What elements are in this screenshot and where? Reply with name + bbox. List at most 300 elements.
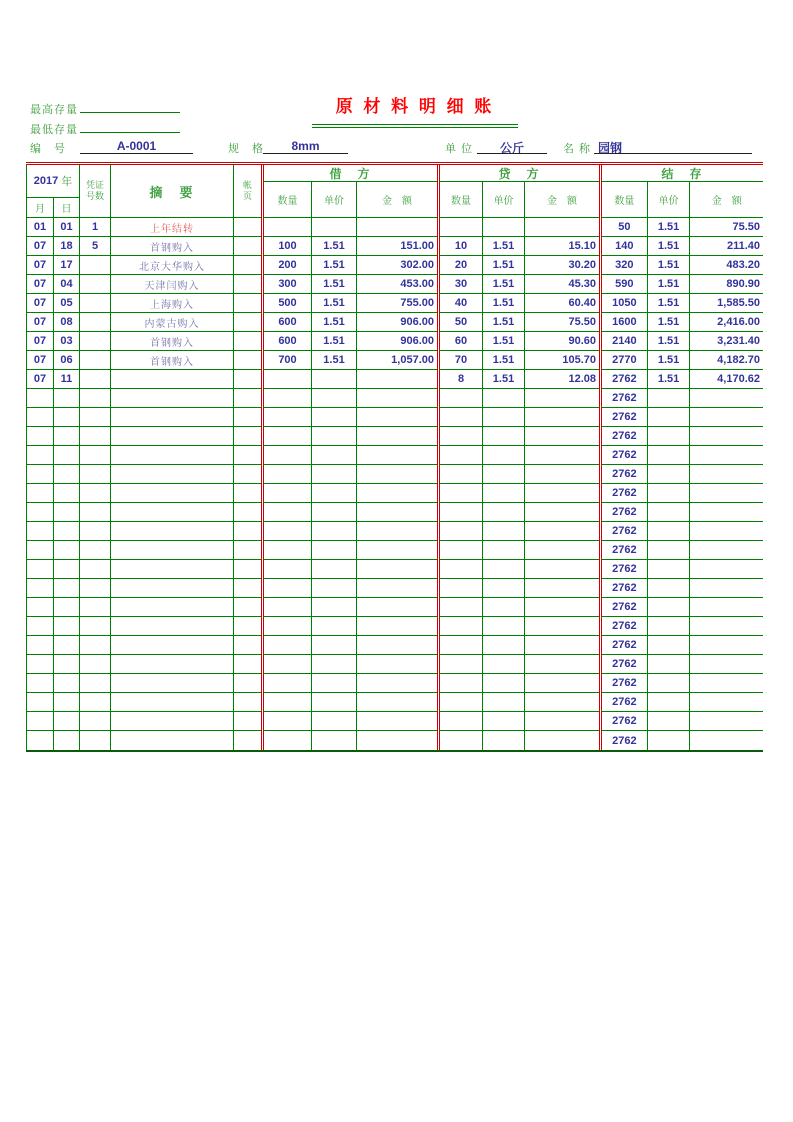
cell-day[interactable] — [54, 693, 80, 711]
credit-qty-cell[interactable] — [440, 712, 483, 730]
cell-page[interactable] — [234, 598, 261, 616]
debit-amount-cell[interactable] — [357, 617, 437, 635]
debit-price-cell[interactable]: 1.51 — [312, 351, 357, 369]
cell-month[interactable] — [27, 503, 54, 521]
balance-price-cell[interactable]: 1.51 — [648, 351, 691, 369]
cell-summary[interactable] — [111, 731, 234, 750]
balance-amount-cell[interactable]: 1,585.50 — [717, 297, 760, 309]
cell-day[interactable] — [54, 731, 80, 750]
debit-amount-cell[interactable] — [357, 218, 437, 236]
balance-amount-cell[interactable] — [690, 693, 763, 711]
credit-price-cell[interactable] — [483, 731, 525, 750]
debit-amount-cell[interactable] — [357, 465, 437, 483]
debit-amount-cell[interactable]: 151.00 — [400, 240, 434, 252]
credit-price-cell[interactable]: 1.51 — [483, 256, 525, 274]
balance-qty-cell[interactable]: 2762 — [602, 503, 648, 521]
cell-month[interactable]: 07 — [27, 275, 54, 293]
credit-qty-cell[interactable] — [440, 484, 483, 502]
credit-price-cell[interactable] — [483, 522, 525, 540]
cell-page[interactable] — [234, 522, 261, 540]
credit-amount-cell[interactable]: 60.40 — [568, 297, 596, 309]
credit-qty-cell[interactable] — [440, 693, 483, 711]
credit-amount-cell[interactable] — [525, 541, 599, 559]
debit-qty-cell[interactable] — [264, 389, 312, 407]
debit-qty-cell[interactable] — [264, 579, 312, 597]
cell-summary[interactable] — [111, 674, 234, 692]
cell-month[interactable]: 01 — [27, 218, 54, 236]
cell-page[interactable] — [234, 237, 261, 255]
cell-summary[interactable]: 天津闫购入 — [111, 275, 234, 293]
credit-qty-cell[interactable] — [440, 541, 483, 559]
balance-qty-cell[interactable]: 2762 — [602, 427, 648, 445]
balance-price-cell[interactable] — [648, 541, 691, 559]
cell-summary[interactable] — [111, 579, 234, 597]
balance-price-cell[interactable] — [648, 389, 691, 407]
cell-page[interactable] — [234, 484, 261, 502]
credit-amount-cell[interactable]: 105.70 — [562, 354, 596, 366]
debit-price-cell[interactable] — [312, 598, 357, 616]
cell-page[interactable] — [234, 332, 261, 350]
cell-summary[interactable] — [111, 693, 234, 711]
debit-price-cell[interactable] — [312, 503, 357, 521]
debit-qty-cell[interactable] — [264, 731, 312, 750]
debit-qty-cell[interactable] — [264, 712, 312, 730]
balance-price-cell[interactable] — [648, 636, 691, 654]
credit-qty-cell[interactable]: 60 — [440, 332, 483, 350]
debit-price-cell[interactable]: 1.51 — [312, 332, 357, 350]
balance-amount-cell[interactable] — [690, 731, 763, 750]
credit-price-cell[interactable] — [483, 446, 525, 464]
credit-amount-cell[interactable] — [525, 522, 599, 540]
credit-amount-cell[interactable] — [525, 218, 599, 236]
debit-price-cell[interactable] — [312, 484, 357, 502]
balance-qty-cell[interactable]: 2140 — [602, 332, 648, 350]
credit-amount-cell[interactable] — [525, 655, 599, 673]
balance-qty-cell[interactable]: 590 — [602, 275, 648, 293]
debit-price-cell[interactable] — [312, 408, 357, 426]
cell-day[interactable]: 08 — [54, 313, 80, 331]
balance-amount-cell[interactable] — [690, 503, 763, 521]
debit-amount-cell[interactable]: 755.00 — [400, 297, 434, 309]
cell-month[interactable] — [27, 636, 54, 654]
balance-qty-cell[interactable]: 50 — [602, 218, 648, 236]
credit-price-cell[interactable]: 1.51 — [483, 370, 525, 388]
cell-summary[interactable]: 上年结转 — [111, 218, 234, 236]
debit-price-cell[interactable]: 1.51 — [312, 256, 357, 274]
cell-voucher[interactable] — [80, 408, 111, 426]
cell-voucher[interactable] — [80, 655, 111, 673]
credit-amount-cell[interactable] — [525, 712, 599, 730]
cell-summary[interactable] — [111, 503, 234, 521]
balance-qty-cell[interactable]: 2762 — [602, 541, 648, 559]
balance-amount-cell[interactable]: 2,416.00 — [717, 316, 760, 328]
debit-qty-cell[interactable] — [264, 446, 312, 464]
cell-day[interactable]: 18 — [54, 237, 80, 255]
cell-summary[interactable] — [111, 522, 234, 540]
credit-price-cell[interactable] — [483, 636, 525, 654]
balance-amount-cell[interactable]: 3,231.40 — [717, 335, 760, 347]
balance-price-cell[interactable] — [648, 655, 691, 673]
debit-amount-cell[interactable] — [357, 636, 437, 654]
cell-month[interactable]: 07 — [27, 237, 54, 255]
cell-day[interactable] — [54, 408, 80, 426]
cell-month[interactable] — [27, 579, 54, 597]
cell-voucher[interactable] — [80, 332, 111, 350]
balance-price-cell[interactable]: 1.51 — [648, 332, 691, 350]
debit-qty-cell[interactable] — [264, 598, 312, 616]
cell-page[interactable] — [234, 218, 261, 236]
balance-price-cell[interactable] — [648, 484, 691, 502]
credit-price-cell[interactable] — [483, 655, 525, 673]
cell-month[interactable] — [27, 427, 54, 445]
debit-price-cell[interactable]: 1.51 — [312, 237, 357, 255]
cell-day[interactable] — [54, 712, 80, 730]
balance-amount-cell[interactable] — [690, 408, 763, 426]
cell-day[interactable]: 04 — [54, 275, 80, 293]
cell-voucher[interactable] — [80, 731, 111, 750]
cell-page[interactable] — [234, 427, 261, 445]
debit-amount-cell[interactable] — [357, 655, 437, 673]
credit-amount-cell[interactable] — [525, 446, 599, 464]
balance-qty-cell[interactable]: 1600 — [602, 313, 648, 331]
credit-amount-cell[interactable] — [525, 636, 599, 654]
cell-month[interactable] — [27, 674, 54, 692]
cell-voucher[interactable] — [80, 503, 111, 521]
debit-price-cell[interactable] — [312, 731, 357, 750]
balance-qty-cell[interactable]: 2762 — [602, 636, 648, 654]
debit-qty-cell[interactable] — [264, 427, 312, 445]
debit-price-cell[interactable]: 1.51 — [312, 294, 357, 312]
cell-page[interactable] — [234, 636, 261, 654]
cell-day[interactable] — [54, 598, 80, 616]
debit-amount-cell[interactable] — [357, 370, 437, 388]
credit-qty-cell[interactable] — [440, 617, 483, 635]
credit-amount-cell[interactable] — [525, 389, 599, 407]
cell-page[interactable] — [234, 560, 261, 578]
cell-day[interactable] — [54, 655, 80, 673]
debit-amount-cell[interactable] — [357, 503, 437, 521]
balance-amount-cell[interactable]: 890.90 — [726, 278, 760, 290]
cell-day[interactable] — [54, 503, 80, 521]
credit-qty-cell[interactable] — [440, 503, 483, 521]
debit-price-cell[interactable] — [312, 617, 357, 635]
debit-amount-cell[interactable] — [357, 712, 437, 730]
credit-amount-cell[interactable] — [525, 617, 599, 635]
cell-month[interactable] — [27, 731, 54, 750]
cell-month[interactable] — [27, 522, 54, 540]
balance-amount-cell[interactable] — [690, 636, 763, 654]
balance-amount-cell[interactable] — [690, 389, 763, 407]
balance-price-cell[interactable] — [648, 712, 691, 730]
credit-price-cell[interactable] — [483, 674, 525, 692]
cell-day[interactable] — [54, 636, 80, 654]
balance-qty-cell[interactable]: 320 — [602, 256, 648, 274]
cell-voucher[interactable] — [80, 484, 111, 502]
credit-qty-cell[interactable] — [440, 389, 483, 407]
balance-amount-cell[interactable] — [690, 617, 763, 635]
credit-amount-cell[interactable]: 45.30 — [568, 278, 596, 290]
debit-qty-cell[interactable]: 500 — [264, 294, 312, 312]
credit-price-cell[interactable] — [483, 693, 525, 711]
credit-price-cell[interactable]: 1.51 — [483, 351, 525, 369]
credit-amount-cell[interactable] — [525, 579, 599, 597]
cell-day[interactable]: 11 — [54, 370, 80, 388]
cell-summary[interactable]: 首钢购入 — [111, 332, 234, 350]
cell-month[interactable] — [27, 693, 54, 711]
balance-price-cell[interactable] — [648, 693, 691, 711]
cell-voucher[interactable] — [80, 598, 111, 616]
cell-month[interactable]: 07 — [27, 332, 54, 350]
credit-price-cell[interactable] — [483, 598, 525, 616]
cell-page[interactable] — [234, 693, 261, 711]
credit-amount-cell[interactable] — [525, 503, 599, 521]
balance-qty-cell[interactable]: 2762 — [602, 617, 648, 635]
credit-amount-cell[interactable] — [525, 427, 599, 445]
balance-qty-cell[interactable]: 140 — [602, 237, 648, 255]
cell-day[interactable] — [54, 560, 80, 578]
credit-price-cell[interactable] — [483, 427, 525, 445]
credit-amount-cell[interactable] — [525, 693, 599, 711]
cell-page[interactable] — [234, 731, 261, 750]
debit-qty-cell[interactable] — [264, 503, 312, 521]
debit-qty-cell[interactable]: 200 — [264, 256, 312, 274]
cell-month[interactable]: 07 — [27, 294, 54, 312]
cell-day[interactable] — [54, 579, 80, 597]
cell-page[interactable] — [234, 712, 261, 730]
credit-amount-cell[interactable] — [525, 408, 599, 426]
debit-qty-cell[interactable] — [264, 693, 312, 711]
cell-page[interactable] — [234, 275, 261, 293]
cell-page[interactable] — [234, 408, 261, 426]
debit-qty-cell[interactable] — [264, 522, 312, 540]
balance-amount-cell[interactable] — [690, 579, 763, 597]
cell-page[interactable] — [234, 541, 261, 559]
balance-price-cell[interactable] — [648, 674, 691, 692]
cell-page[interactable] — [234, 503, 261, 521]
credit-amount-cell[interactable]: 30.20 — [568, 259, 596, 271]
debit-amount-cell[interactable] — [357, 522, 437, 540]
debit-amount-cell[interactable] — [357, 408, 437, 426]
cell-page[interactable] — [234, 446, 261, 464]
debit-qty-cell[interactable] — [264, 484, 312, 502]
credit-qty-cell[interactable]: 8 — [440, 370, 483, 388]
credit-price-cell[interactable] — [483, 579, 525, 597]
cell-voucher[interactable] — [80, 389, 111, 407]
cell-month[interactable] — [27, 446, 54, 464]
cell-page[interactable] — [234, 351, 261, 369]
balance-qty-cell[interactable]: 2762 — [602, 731, 648, 750]
balance-qty-cell[interactable]: 2762 — [602, 712, 648, 730]
credit-price-cell[interactable]: 1.51 — [483, 313, 525, 331]
cell-month[interactable]: 07 — [27, 351, 54, 369]
balance-qty-cell[interactable]: 2762 — [602, 579, 648, 597]
debit-amount-cell[interactable] — [357, 389, 437, 407]
credit-amount-cell[interactable]: 75.50 — [568, 316, 596, 328]
credit-qty-cell[interactable] — [440, 218, 483, 236]
balance-qty-cell[interactable]: 2770 — [602, 351, 648, 369]
cell-day[interactable] — [54, 484, 80, 502]
cell-voucher[interactable] — [80, 351, 111, 369]
debit-price-cell[interactable] — [312, 389, 357, 407]
debit-price-cell[interactable] — [312, 465, 357, 483]
credit-qty-cell[interactable] — [440, 408, 483, 426]
debit-qty-cell[interactable] — [264, 408, 312, 426]
debit-qty-cell[interactable] — [264, 636, 312, 654]
debit-amount-cell[interactable]: 453.00 — [400, 278, 434, 290]
balance-qty-cell[interactable]: 2762 — [602, 446, 648, 464]
cell-voucher[interactable] — [80, 275, 111, 293]
cell-page[interactable] — [234, 465, 261, 483]
cell-month[interactable] — [27, 465, 54, 483]
cell-day[interactable]: 06 — [54, 351, 80, 369]
credit-price-cell[interactable] — [483, 218, 525, 236]
cell-voucher[interactable] — [80, 294, 111, 312]
cell-month[interactable] — [27, 617, 54, 635]
cell-page[interactable] — [234, 389, 261, 407]
debit-price-cell[interactable] — [312, 446, 357, 464]
balance-qty-cell[interactable]: 2762 — [602, 370, 648, 388]
credit-amount-cell[interactable] — [525, 465, 599, 483]
balance-qty-cell[interactable]: 2762 — [602, 465, 648, 483]
credit-price-cell[interactable]: 1.51 — [483, 237, 525, 255]
credit-qty-cell[interactable] — [440, 674, 483, 692]
cell-page[interactable] — [234, 655, 261, 673]
cell-summary[interactable] — [111, 636, 234, 654]
balance-price-cell[interactable]: 1.51 — [648, 313, 691, 331]
cell-summary[interactable]: 首钢购入 — [111, 237, 234, 255]
balance-price-cell[interactable] — [648, 598, 691, 616]
balance-amount-cell[interactable]: 483.20 — [726, 259, 760, 271]
balance-price-cell[interactable] — [648, 427, 691, 445]
debit-price-cell[interactable]: 1.51 — [312, 313, 357, 331]
balance-price-cell[interactable] — [648, 617, 691, 635]
cell-day[interactable] — [54, 389, 80, 407]
credit-price-cell[interactable] — [483, 617, 525, 635]
credit-amount-cell[interactable]: 15.10 — [568, 240, 596, 252]
debit-price-cell[interactable] — [312, 370, 357, 388]
cell-page[interactable] — [234, 674, 261, 692]
debit-amount-cell[interactable] — [357, 560, 437, 578]
credit-amount-cell[interactable] — [525, 484, 599, 502]
credit-qty-cell[interactable]: 20 — [440, 256, 483, 274]
cell-month[interactable] — [27, 408, 54, 426]
debit-qty-cell[interactable] — [264, 674, 312, 692]
cell-day[interactable]: 05 — [54, 294, 80, 312]
debit-qty-cell[interactable]: 300 — [264, 275, 312, 293]
balance-price-cell[interactable]: 1.51 — [648, 218, 691, 236]
balance-price-cell[interactable] — [648, 408, 691, 426]
balance-price-cell[interactable] — [648, 560, 691, 578]
cell-summary[interactable] — [111, 712, 234, 730]
cell-month[interactable] — [27, 598, 54, 616]
debit-price-cell[interactable] — [312, 693, 357, 711]
cell-summary[interactable]: 上海购入 — [111, 294, 234, 312]
debit-qty-cell[interactable]: 600 — [264, 313, 312, 331]
cell-voucher[interactable] — [80, 370, 111, 388]
balance-price-cell[interactable] — [648, 465, 691, 483]
credit-price-cell[interactable]: 1.51 — [483, 294, 525, 312]
balance-amount-cell[interactable]: 211.40 — [726, 240, 760, 252]
cell-page[interactable] — [234, 579, 261, 597]
cell-page[interactable] — [234, 617, 261, 635]
cell-voucher[interactable] — [80, 465, 111, 483]
balance-price-cell[interactable] — [648, 522, 691, 540]
cell-voucher[interactable] — [80, 674, 111, 692]
debit-qty-cell[interactable] — [264, 617, 312, 635]
balance-amount-cell[interactable] — [690, 655, 763, 673]
cell-day[interactable] — [54, 674, 80, 692]
cell-month[interactable] — [27, 389, 54, 407]
credit-price-cell[interactable] — [483, 389, 525, 407]
cell-voucher[interactable] — [80, 446, 111, 464]
cell-month[interactable]: 07 — [27, 313, 54, 331]
cell-voucher[interactable] — [80, 541, 111, 559]
credit-price-cell[interactable]: 1.51 — [483, 332, 525, 350]
credit-qty-cell[interactable] — [440, 465, 483, 483]
balance-amount-cell[interactable]: 75.50 — [732, 221, 760, 233]
debit-qty-cell[interactable] — [264, 655, 312, 673]
debit-amount-cell[interactable] — [357, 693, 437, 711]
debit-amount-cell[interactable] — [357, 541, 437, 559]
debit-qty-cell[interactable] — [264, 465, 312, 483]
cell-voucher[interactable] — [80, 712, 111, 730]
balance-qty-cell[interactable]: 2762 — [602, 674, 648, 692]
balance-qty-cell[interactable]: 2762 — [602, 389, 648, 407]
cell-day[interactable] — [54, 446, 80, 464]
credit-price-cell[interactable] — [483, 408, 525, 426]
cell-month[interactable] — [27, 712, 54, 730]
credit-qty-cell[interactable]: 10 — [440, 237, 483, 255]
cell-voucher[interactable] — [80, 617, 111, 635]
balance-price-cell[interactable] — [648, 503, 691, 521]
cell-voucher[interactable] — [80, 560, 111, 578]
credit-amount-cell[interactable] — [525, 598, 599, 616]
balance-amount-cell[interactable] — [690, 598, 763, 616]
cell-voucher[interactable] — [80, 313, 111, 331]
cell-summary[interactable] — [111, 617, 234, 635]
cell-summary[interactable] — [111, 389, 234, 407]
debit-price-cell[interactable] — [312, 636, 357, 654]
balance-qty-cell[interactable]: 2762 — [602, 522, 648, 540]
debit-price-cell[interactable] — [312, 218, 357, 236]
cell-voucher[interactable] — [80, 579, 111, 597]
debit-amount-cell[interactable] — [357, 427, 437, 445]
debit-amount-cell[interactable] — [357, 484, 437, 502]
credit-price-cell[interactable] — [483, 712, 525, 730]
cell-day[interactable]: 01 — [54, 218, 80, 236]
balance-amount-cell[interactable] — [690, 446, 763, 464]
cell-day[interactable] — [54, 465, 80, 483]
debit-price-cell[interactable] — [312, 674, 357, 692]
credit-qty-cell[interactable]: 30 — [440, 275, 483, 293]
credit-amount-cell[interactable]: 90.60 — [568, 335, 596, 347]
balance-amount-cell[interactable] — [690, 712, 763, 730]
credit-qty-cell[interactable] — [440, 731, 483, 750]
balance-price-cell[interactable] — [648, 731, 691, 750]
balance-qty-cell[interactable]: 2762 — [602, 655, 648, 673]
credit-price-cell[interactable] — [483, 503, 525, 521]
debit-price-cell[interactable] — [312, 579, 357, 597]
balance-amount-cell[interactable] — [690, 560, 763, 578]
debit-amount-cell[interactable] — [357, 731, 437, 750]
cell-day[interactable]: 17 — [54, 256, 80, 274]
cell-summary[interactable]: 北京大华购入 — [111, 256, 234, 274]
cell-voucher[interactable] — [80, 636, 111, 654]
credit-price-cell[interactable] — [483, 484, 525, 502]
balance-amount-cell[interactable]: 4,170.62 — [717, 373, 760, 385]
cell-month[interactable] — [27, 655, 54, 673]
credit-qty-cell[interactable] — [440, 598, 483, 616]
